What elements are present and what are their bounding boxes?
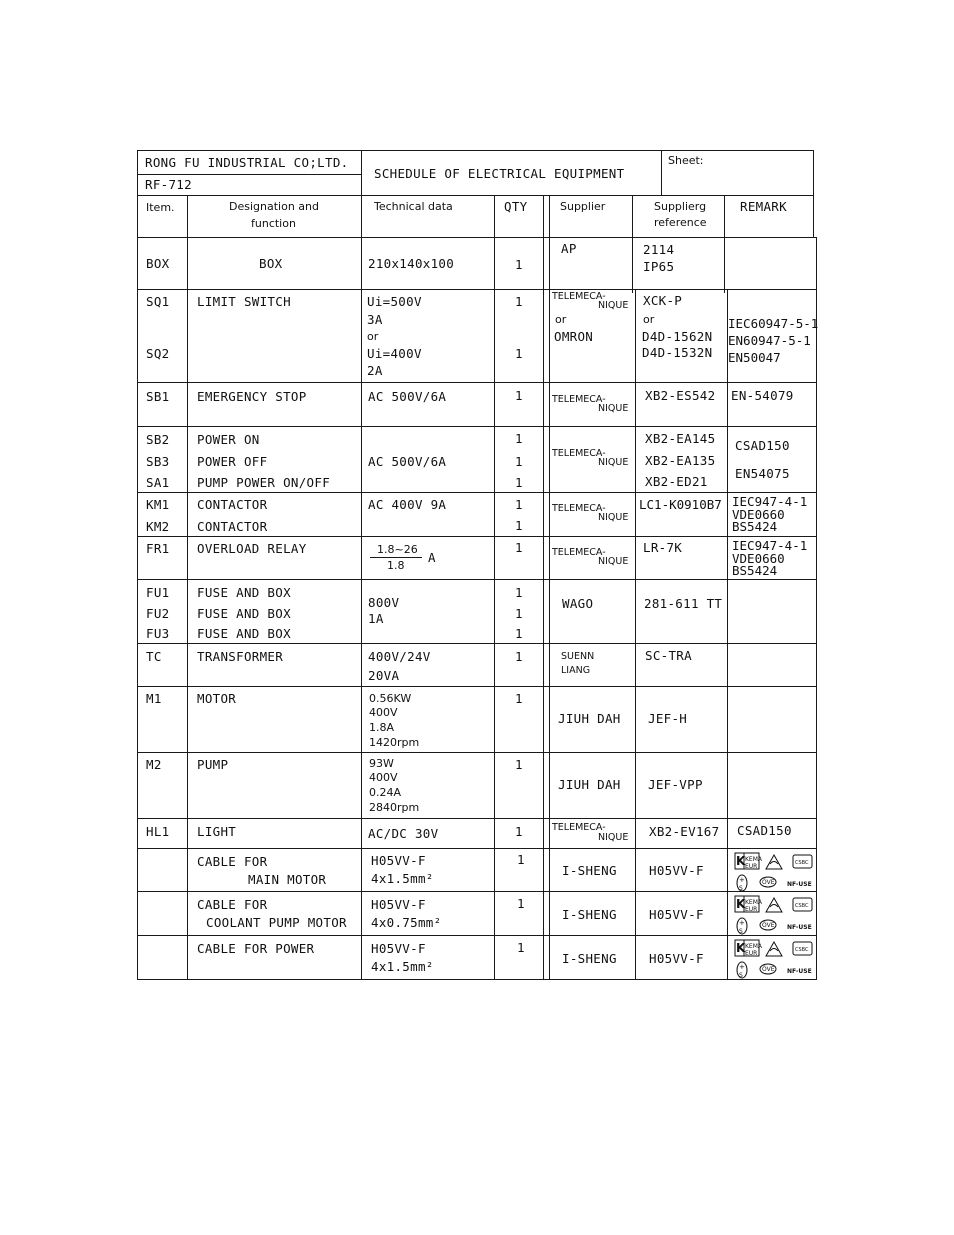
m2-tech-1: 93W [369, 757, 394, 770]
tc-supplier-b: LIANG [561, 665, 591, 676]
tc-ref: SC-TRA [645, 648, 692, 663]
row-line-hl1 [137, 848, 817, 849]
cable2-supplier: I-SHENG [562, 907, 617, 922]
cable1-tech-1: H05VV-F [371, 853, 426, 868]
cable2-designation-2: COOLANT PUMP MOTOR [206, 915, 347, 930]
kema-sub-text: EUR [745, 950, 758, 957]
ove-text: ÖVE [762, 966, 775, 973]
sb3-ref: XB2-EA135 [645, 453, 716, 468]
sb3-item: SB3 [146, 454, 170, 469]
m2-tech-3: 0.24A [369, 786, 402, 799]
sq-tech-3: or [367, 330, 379, 343]
col-item-heading: Item. [146, 201, 175, 214]
hl1-designation: LIGHT [197, 824, 237, 839]
hl1-ref: XB2-EV167 [649, 824, 720, 839]
sb2-supplier-a: TELEMECA- [552, 448, 606, 459]
km-remark-3: BS5424 [732, 519, 778, 534]
fr1-fraction-bar [370, 557, 422, 558]
col-remark-heading: REMARK [740, 199, 787, 214]
cable3-supplier: I-SHENG [562, 951, 617, 966]
col-remark-left-top [724, 195, 725, 293]
row-line-cable2 [137, 935, 817, 936]
sq-remark-3: EN50047 [728, 350, 781, 365]
m1-tech-4: 1420rpm [369, 736, 420, 749]
model-number: RF-712 [145, 177, 192, 192]
sq-ref-3: D4D-1532N [642, 345, 713, 360]
fu3-item: FU3 [146, 626, 170, 641]
fr1-qty: 1 [515, 540, 523, 555]
csa-text: CSBC [795, 860, 809, 866]
row-line-box [137, 289, 817, 290]
cable3-tech-2: 4x1.5mm² [371, 959, 434, 974]
hl1-supplier-a: TELEMECA- [552, 822, 606, 833]
col-qty-left [494, 195, 495, 980]
csa-text: CSBC [795, 903, 809, 909]
sb1-remark: EN-54079 [731, 388, 794, 403]
col-supplier-heading: Supplier [560, 200, 606, 213]
fu2-designation: FUSE AND BOX [197, 606, 291, 621]
svg-text:K: K [736, 897, 746, 911]
sq-ref-or: or [643, 313, 655, 326]
svg-text:S: S [739, 972, 743, 979]
sq-supplier-or: or [555, 313, 567, 326]
km1-qty: 1 [515, 497, 523, 512]
sb1-tech: AC 500V/6A [368, 389, 447, 404]
sa1-ref: XB2-ED21 [645, 474, 708, 489]
cable3-qty: 1 [517, 940, 525, 955]
fu-supplier: WAGO [562, 596, 594, 611]
m1-tech-1: 0.56KW [369, 692, 412, 705]
row-line-sq [137, 382, 817, 383]
sheet-box-left [661, 150, 662, 196]
sq-remark-1: IEC60947-5-1 [728, 316, 819, 331]
cable1-supplier: I-SHENG [562, 863, 617, 878]
sa1-item: SA1 [146, 475, 170, 490]
col-supplier-ref-heading-2: reference [654, 216, 707, 229]
row-line-sb1 [137, 426, 817, 427]
svg-text:K: K [736, 941, 746, 955]
box-tech: 210x140x100 [368, 256, 455, 271]
cable2-certification-marks-icon [733, 894, 819, 936]
cable3-tech-1: H05VV-F [371, 941, 426, 956]
sa1-designation: PUMP POWER ON/OFF [197, 475, 331, 490]
sq-remark-2: EN60947-5-1 [728, 333, 811, 348]
sq-supplier-1b: NIQUE [598, 300, 629, 311]
km-remark-2: VDE0660 [732, 507, 785, 522]
hl1-remark: CSAD150 [737, 823, 792, 838]
km-tech: AC 400V 9A [368, 497, 447, 512]
m2-tech-2: 400V [369, 771, 398, 784]
hl1-item: HL1 [146, 824, 170, 839]
m1-item: M1 [146, 691, 162, 706]
box-ref-1: 2114 [643, 242, 675, 257]
sb3-designation: POWER OFF [197, 454, 268, 469]
company-name: RONG FU INDUSTRIAL CO;LTD. [145, 155, 349, 170]
tc-qty: 1 [515, 649, 523, 664]
fu-ref: 281-611 TT [644, 596, 723, 611]
sq-designation: LIMIT SWITCH [197, 294, 291, 309]
row-line-sb2 [137, 492, 817, 493]
sb2-item: SB2 [146, 432, 170, 447]
m2-tech-4: 2840rpm [369, 801, 420, 814]
sb2-qty: 1 [515, 431, 523, 446]
col-remark-left [727, 290, 728, 980]
svg-text:S: S [739, 928, 743, 935]
sb1-qty: 1 [515, 388, 523, 403]
fu3-qty: 1 [515, 626, 523, 641]
sb1-supplier-b: NIQUE [598, 403, 629, 414]
frame-bottom [137, 979, 817, 980]
row-line-fr1 [137, 579, 817, 580]
svg-text:+: + [739, 963, 745, 971]
row-line-cable1 [137, 891, 817, 892]
col-supplier-ref-heading-1: Supplierg [654, 200, 707, 213]
cable3-ref: H05VV-F [649, 951, 704, 966]
column-header-bottom [137, 237, 817, 238]
cable1-designation-2: MAIN MOTOR [248, 872, 327, 887]
col-designation-left [187, 195, 188, 980]
sq2-qty: 1 [515, 346, 523, 361]
sb2-designation: POWER ON [197, 432, 260, 447]
hl1-supplier-b: NIQUE [598, 832, 629, 843]
col-split-b [549, 195, 550, 980]
col-split-a [543, 195, 544, 980]
box-designation: BOX [259, 256, 283, 271]
col-tech-left [361, 150, 362, 980]
km-supplier-b: NIQUE [598, 512, 629, 523]
csa-text: CSBC [795, 947, 809, 953]
row-line-tc [137, 686, 817, 687]
box-qty: 1 [515, 257, 523, 272]
sb3-qty: 1 [515, 454, 523, 469]
fu1-item: FU1 [146, 585, 170, 600]
cable2-ref: H05VV-F [649, 907, 704, 922]
row-line-m1 [137, 752, 817, 753]
header-divider-left [137, 174, 361, 175]
sq-ref-1: XCK-P [643, 293, 683, 308]
col-designation-heading-1: Designation and [229, 200, 319, 213]
cable2-tech-1: H05VV-F [371, 897, 426, 912]
cable1-certification-marks-icon [733, 851, 819, 893]
tc-tech-2: 20VA [368, 668, 400, 683]
sq-tech-4: Ui=400V [367, 346, 422, 361]
km-remark-1: IEC947-4-1 [732, 494, 808, 509]
cable1-ref: H05VV-F [649, 863, 704, 878]
cable1-designation-1: CABLE FOR [197, 854, 268, 869]
sq-ref-2: D4D-1562N [642, 329, 713, 344]
svg-text:+: + [739, 919, 745, 927]
cable2-tech-2: 4x0.75mm² [371, 915, 442, 930]
sq-tech-5: 2A [367, 363, 383, 378]
cable1-qty: 1 [517, 852, 525, 867]
row-line-fu [137, 643, 817, 644]
sb2-remark-1: CSAD150 [735, 438, 790, 453]
sa1-qty: 1 [515, 475, 523, 490]
row-line-m2 [137, 818, 817, 819]
kema-text: KEMA [745, 856, 763, 863]
fr1-ref: LR-7K [643, 540, 683, 555]
km-ref: LC1-K0910B7 [639, 497, 722, 512]
sheet-label: Sheet: [668, 154, 704, 167]
tc-supplier-a: SUENN [561, 651, 595, 662]
m2-qty: 1 [515, 757, 523, 772]
cable3-designation-1: CABLE FOR POWER [197, 941, 315, 956]
m2-item: M2 [146, 757, 162, 772]
m2-ref: JEF-VPP [648, 777, 703, 792]
sb2-supplier-b: NIQUE [598, 457, 629, 468]
fr1-tech-unit: A [428, 550, 436, 565]
sq-supplier-1a: TELEMECA- [552, 291, 606, 302]
hl1-tech: AC/DC 30V [368, 826, 439, 841]
sb1-supplier-a: TELEMECA- [552, 394, 606, 405]
fr1-supplier-a: TELEMECA- [552, 547, 606, 558]
kema-sub-text: EUR [745, 906, 758, 913]
sq2-item: SQ2 [146, 346, 170, 361]
cable3-certification-marks-icon [733, 938, 819, 980]
sq1-qty: 1 [515, 294, 523, 309]
km-supplier-a: TELEMECA- [552, 503, 606, 514]
fr1-remark-1: IEC947-4-1 [732, 538, 808, 553]
col-ref-left-top [632, 195, 633, 293]
cable1-tech-2: 4x1.5mm² [371, 871, 434, 886]
svg-text:K: K [736, 854, 746, 868]
sb1-ref: XB2-ES542 [645, 388, 716, 403]
kema-sub-text: EUR [745, 863, 758, 870]
tc-designation: TRANSFORMER [197, 649, 284, 664]
m1-supplier: JIUH DAH [558, 711, 621, 726]
m1-qty: 1 [515, 691, 523, 706]
svg-text:S: S [739, 885, 743, 892]
col-technical-heading: Technical data [374, 200, 453, 213]
header-divider [137, 195, 813, 196]
schedule-title: SCHEDULE OF ELECTRICAL EQUIPMENT [374, 166, 625, 181]
kema-text: KEMA [745, 899, 763, 906]
fu-tech-2: 1A [368, 611, 384, 626]
sq-supplier-2: OMRON [554, 329, 594, 344]
col-qty-heading: QTY [504, 199, 528, 214]
fr1-tech-denominator: 1.8 [387, 559, 405, 572]
sb2-remark-2: EN54075 [735, 466, 790, 481]
fr1-tech-numerator: 1.8~26 [377, 543, 418, 556]
col-ref-left [635, 290, 636, 980]
fu2-qty: 1 [515, 606, 523, 621]
frame-top [137, 150, 813, 151]
fr1-remark-3: BS5424 [732, 563, 778, 578]
fu-tech-1: 800V [368, 595, 400, 610]
nf-text: NF-USE [787, 924, 812, 931]
sb1-item: SB1 [146, 389, 170, 404]
fr1-remark-2: VDE0660 [732, 551, 785, 566]
m2-designation: PUMP [197, 757, 229, 772]
fr1-designation: OVERLOAD RELAY [197, 541, 307, 556]
m1-ref: JEF-H [648, 711, 688, 726]
fu2-item: FU2 [146, 606, 170, 621]
nf-text: NF-USE [787, 881, 812, 888]
tc-item: TC [146, 649, 162, 664]
sq-tech-1: Ui=500V [367, 294, 422, 309]
cable2-qty: 1 [517, 896, 525, 911]
m2-supplier: JIUH DAH [558, 777, 621, 792]
sb2-tech: AC 500V/6A [368, 454, 447, 469]
fr1-item: FR1 [146, 541, 170, 556]
sq1-item: SQ1 [146, 294, 170, 309]
box-supplier: AP [561, 241, 577, 256]
frame-right-top [813, 150, 814, 238]
ove-text: ÖVE [762, 922, 775, 929]
km1-designation: CONTACTOR [197, 497, 268, 512]
m1-tech-2: 400V [369, 706, 398, 719]
nf-text: NF-USE [787, 968, 812, 975]
frame-left [137, 150, 138, 980]
kema-text: KEMA [745, 943, 763, 950]
box-ref-2: IP65 [643, 259, 675, 274]
col-designation-heading-2: function [251, 217, 296, 230]
km1-item: KM1 [146, 497, 170, 512]
sq-tech-2: 3A [367, 312, 383, 327]
km2-item: KM2 [146, 519, 170, 534]
tc-tech-1: 400V/24V [368, 649, 431, 664]
box-item: BOX [146, 256, 170, 271]
row-line-km [137, 536, 817, 537]
hl1-qty: 1 [515, 824, 523, 839]
km2-qty: 1 [515, 518, 523, 533]
m1-tech-3: 1.8A [369, 721, 395, 734]
cable2-designation-1: CABLE FOR [197, 897, 268, 912]
fu1-designation: FUSE AND BOX [197, 585, 291, 600]
km2-designation: CONTACTOR [197, 519, 268, 534]
fu3-designation: FUSE AND BOX [197, 626, 291, 641]
ove-text: ÖVE [762, 879, 775, 886]
sb1-designation: EMERGENCY STOP [197, 389, 307, 404]
fu1-qty: 1 [515, 585, 523, 600]
m1-designation: MOTOR [197, 691, 237, 706]
sb2-ref: XB2-EA145 [645, 431, 716, 446]
fr1-supplier-b: NIQUE [598, 556, 629, 567]
svg-text:+: + [739, 876, 745, 884]
